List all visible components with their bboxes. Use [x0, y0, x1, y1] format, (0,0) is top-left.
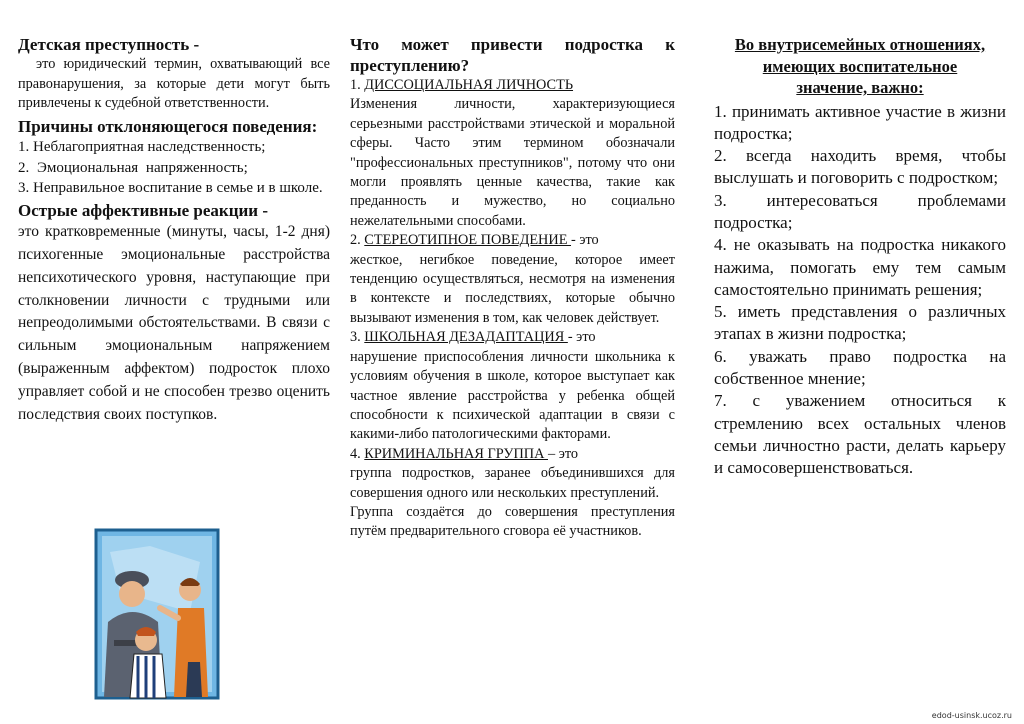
item-number: 4. [350, 445, 365, 462]
item-number: 1. [350, 77, 365, 93]
heading-affective-reactions [18, 200, 330, 221]
item-text: нарушение приспособления личности школьника к условиям обучения в школе, которое выступает как частное явление расстройства у ребенка общей способности к психической адаптации в связи с какими-либо патологическими факторами. [350, 348, 675, 443]
footer-url: edod-usinsk.ucoz.ru [931, 711, 1012, 720]
item-dash: – это [548, 445, 579, 462]
item-dash: - это [571, 232, 599, 249]
recommendation-item: 5. иметь представления о различных этапах в жизни подростка; [714, 302, 1006, 344]
recommendation-item: 1. принимать активное участие в жизни подростка; [714, 101, 1006, 143]
item-dash: - это [567, 329, 596, 346]
item-heading: СТЕРЕОТИПНОЕ ПОВЕДЕНИЕ [364, 232, 572, 249]
heading-causes: Причины отклоняющегося поведения: [18, 116, 318, 136]
item-number: 3. [350, 329, 365, 346]
item-heading: ДИССОЦИАЛЬНАЯ ЛИЧНОСТЬ [364, 77, 574, 93]
heading-family-relations: Во внутрисемейных отношениях, имеющих воспитательное значение, важно: [734, 35, 986, 97]
recommendation-item: 7. с уважением относиться к стремлению всех остальных членов семьи личностно расти, делать карьеру и самосовершенствоваться. [714, 391, 1006, 478]
item-text: Изменения личности, характеризующиеся серьезными расстройствами этической и моральной сферы. Часто этим термином обозначали "профессиональных преступников", потому что они могли проявлять ценные качества, такие как преданность и мужество, но социально нежелательными способами. [350, 96, 675, 229]
column-left [18, 34, 330, 426]
police-teen-illustration [90, 522, 226, 704]
affective-paragraph: это кратковременные (минуты, часы, 1-2 дня) психогенные эмоциональные расстройства непсихотического уровня, наступающие при столкновении личности с трудными или непреодолимыми обстоятельствами. В связи с сильным эмоциональным напряжением (выраженным аффектом) подросток плохо управляет собой и не способен трезво оценить последствия своих поступков. [18, 223, 330, 423]
cause-item: 2. Эмоциональная напряженность; [18, 159, 248, 176]
recommendation-item: 2. всегда находить время, чтобы выслушать и поговорить с подростком; [714, 146, 1006, 188]
recommendation-item: 3. интересоваться проблемами подростка; [714, 190, 1006, 232]
item-4 [350, 445, 675, 503]
cause-item: 3. Неправильное воспитание в семье и в школе. [18, 179, 323, 196]
recommendation-item: 6. уважать право подростка на собственное мнение; [714, 346, 1006, 389]
heading-text: Острые аффективные реакции [18, 201, 259, 221]
item-text: жесткое, негибкое поведение, которое имеет тенденцию осуществляться, несмотря на изменения в контексте и последствиях, которые обычно вызывают изменения в том, как человек действует. [350, 251, 675, 326]
heading-text: Детская преступность [18, 35, 190, 54]
column-middle [350, 34, 675, 542]
item-heading: ШКОЛЬНАЯ ДЕЗАДАПТАЦИЯ [364, 329, 568, 346]
cause-item: 1. Неблагоприятная наследственность; [18, 138, 266, 155]
item-2 [350, 231, 675, 328]
definition-paragraph: это юридический термин, охватывающий все правонарушения, за которые дети могут быть привлечены к судебной ответственности. [18, 56, 330, 112]
item-heading: КРИМИНАЛЬНАЯ ГРУППА [364, 445, 548, 462]
heading-what-leads: Что может привести подростка к преступлению? [350, 35, 675, 75]
heading-dash: - [189, 35, 200, 54]
item-1 [350, 76, 675, 231]
group-note: Группа создаётся до совершения преступления путём предварительного сговора её участников. [350, 503, 675, 540]
column-right [714, 34, 1006, 480]
item-3 [350, 328, 675, 444]
heading-dash: - [258, 201, 269, 221]
illustration [90, 522, 226, 704]
item-number: 2. [350, 232, 365, 249]
heading-juvenile-crime [18, 34, 330, 55]
recommendation-item: 4. не оказывать на подростка никакого нажима, помогать ему тем самым самостоятельно принимать решения; [714, 235, 1006, 299]
item-text: группа подростков, заранее объединившихся для совершения одного или нескольких преступлений. [350, 465, 675, 501]
